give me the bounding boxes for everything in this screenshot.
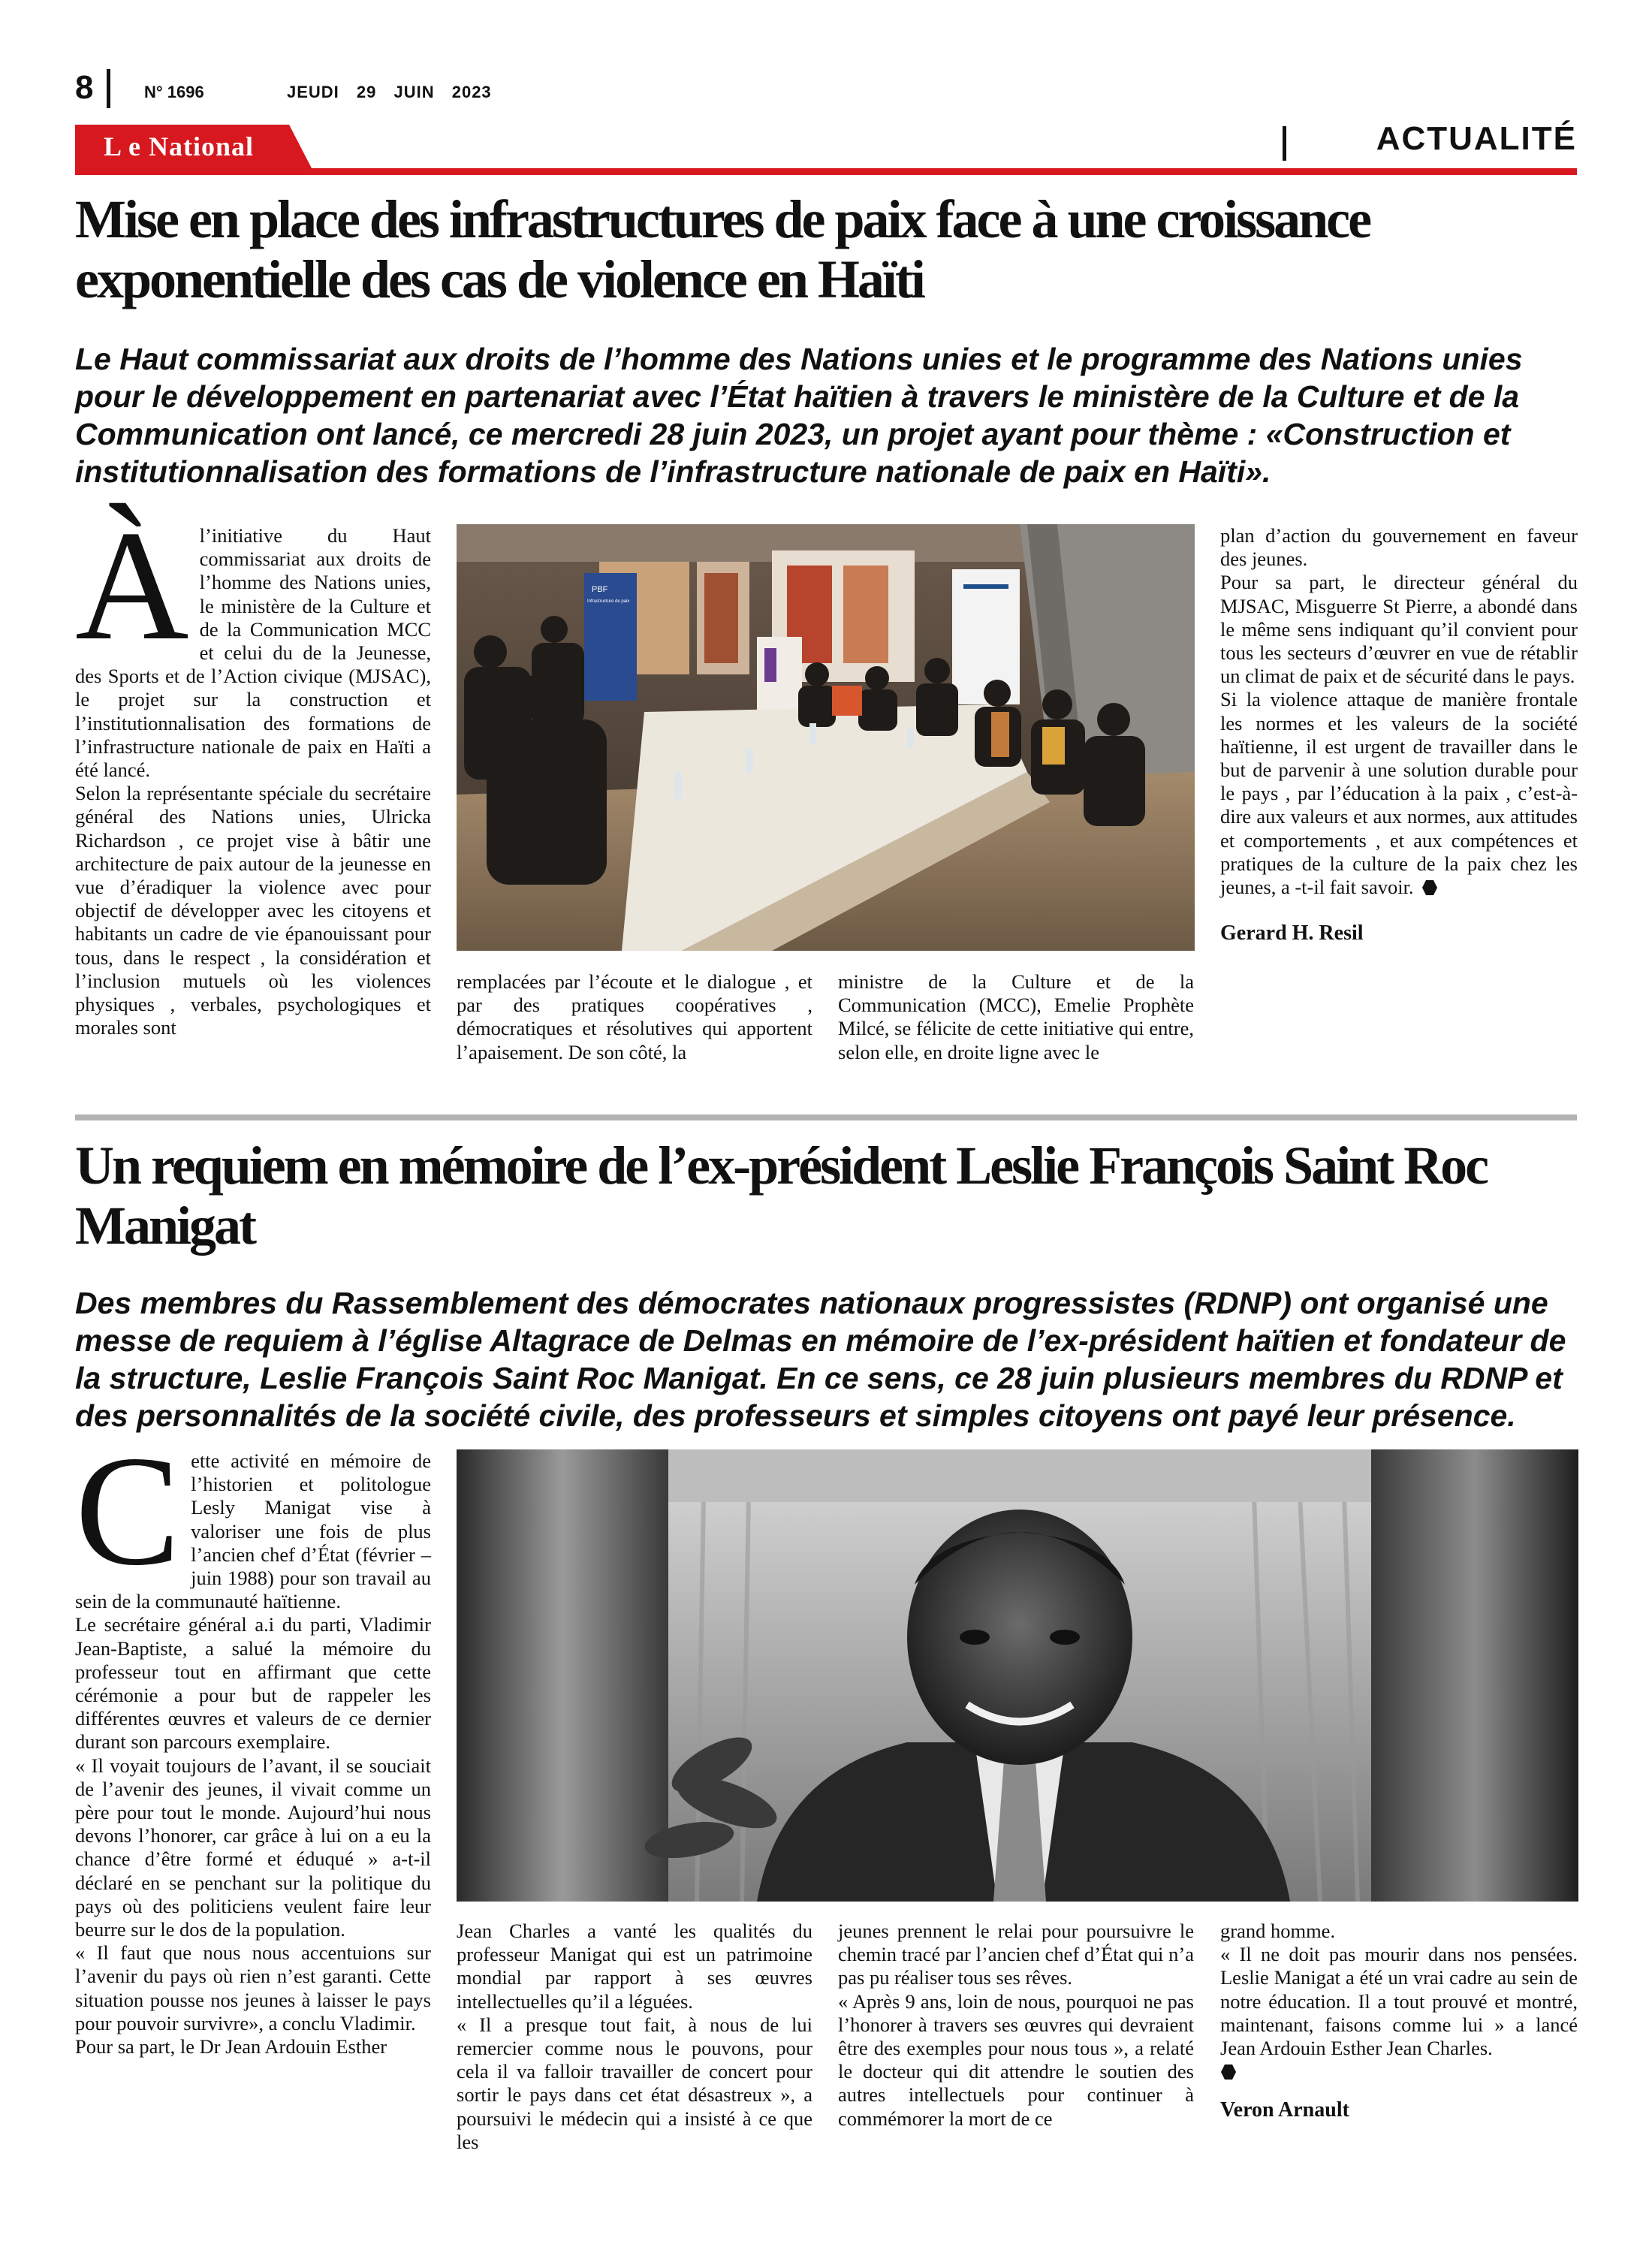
meeting-photo-illustration — [457, 524, 1195, 951]
end-of-article-icon — [1220, 2064, 1237, 2080]
article2-paragraph: Jean Charles a vanté les qualités du professeur Manigat qui est un patrimoine mondial par rapport à ses œuvres intellectuelles qu’il a léguées. — [457, 1920, 812, 2013]
article1-paragraph: plan d’action du gouvernement en faveur des jeunes. — [1220, 524, 1578, 571]
article2-column-1 — [75, 1424, 431, 2058]
banner-pbf-text: PBF — [592, 585, 608, 594]
article1-column-4 — [1220, 524, 1578, 945]
end-marker-line — [1220, 2060, 1578, 2083]
article2-column-4 — [1220, 1920, 1578, 2122]
article1-byline: Gerard H. Resil — [1220, 921, 1364, 946]
conference-room-photo — [457, 524, 1195, 951]
article2-lede: Des membres du Rassemblement des démocrates nationaux progressistes (RDNP) ont organisé une messe de requiem à l’église Altagrace de Delmas en mémoire de l’ex-président haïtien et fondateur de la structure, Leslie François Saint Roc Manigat. En ce sens, ce 28 juin plusieurs membres du RDNP et des personnalités de la société civile, des professeurs et simples citoyens ont payé leur présence. — [75, 1286, 1566, 1433]
portrait-illustration — [457, 1449, 1578, 1902]
article2-paragraph: Le secrétaire général a.i du parti, Vladimir Jean-Baptiste, a salué la mémoire du professeur tout en affirmant que cette cérémonie a pour but de rappeler les différentes œuvres et valeurs de ce dernier durant son parcours exemplaire. — [75, 1613, 431, 1754]
article1-paragraph: ministre de la Culture et de la Communication (MCC), Emelie Prophète Milcé, se félicite de cette initiative qui entre, selon elle, en droite ligne avec le — [838, 970, 1194, 1063]
newspaper-brand-tab — [75, 125, 312, 168]
article2-column-2 — [457, 1920, 812, 2154]
article1-closing-text: Si la violence attaque de manière frontale les normes et les valeurs de la société haïtienne, il est urgent de travailler dans le but de parvenir à une solution durable pour le pays , par l’éducation à la paix , c’est-à-dire aux valeurs et aux normes, aux attitudes et comportements , et aux compétences et pratiques de la culture de la paix chez les jeunes, a -t-il fait savoir. — [1220, 688, 1578, 899]
article2-paragraph: « Il faut que nous nous accentuions sur l’avenir du pays où rien n’est garanti. Cette situation pousse nos jeunes à laisser le pays pour pouvoir survivre», a conclu Vladimir. — [75, 1941, 431, 2034]
section-title: ACTUALITÉ — [1376, 120, 1577, 157]
article2-paragraph: « Après 9 ans, loin de nous, pourquoi ne pas l’honorer à travers ses œuvres qui devraient être des exemples pour nous tous », a relaté le docteur qui dit attendre le soutien des autres intellectuels pour continuer à commémorer la mort de ce — [838, 1989, 1194, 2130]
article1-headline: Mise en place des infrastructures de paix face à une croissance exponentielle des cas de violence en Haïti — [75, 189, 1370, 309]
article1-lede: Le Haut commissariat aux droits de l’homme des Nations unies et le programme des Nations unies pour le développement en partenariat avec l’État haïtien à travers le ministère de la Culture et de la Communication ont lancé, ce mercredi 28 juin 2023, un projet ayant pour thème : «Construction et institutionnalisation des formations de l’infrastructure nationale de paix en Haïti». — [75, 342, 1523, 489]
article1-column-1 — [75, 499, 431, 1039]
article1-column-3 — [838, 970, 1194, 1064]
section-divider — [1283, 126, 1286, 161]
article1-paragraph: Selon la représentante spéciale du secrétaire général des Nations unies, Ulricka Richardson , ce projet vise à bâtir une architecture de paix autour de la jeunesse en vue d’éradiquer la violence avec pour objectif de développer avec les citoyens et habitants un cadre de vie épanouissant pour tous, dans le respect , la considération et l’inclusion mutuels où les violences physiques , verbales, psychologiques et morales sont — [75, 782, 431, 1039]
article2-paragraph: Pour sa part, le Dr Jean Ardouin Esther — [75, 2035, 387, 2058]
newspaper-brand: L e National — [104, 131, 255, 161]
article2-dropcap: C — [75, 1424, 181, 1598]
article1-paragraph: l’initiative du Haut commissariat aux droits de l’homme des Nations unies, le ministère de la Culture et de la Communication MCC et celui du de la Jeunesse, des Sports et de l’Action civique (MJSAC), le projet sur la construction et l’institutionnalisation des formations de l’infrastructure nationale de paix en Haïti a été lancé. — [75, 524, 431, 782]
banner-subtitle-text: Infrastructure de paix — [587, 599, 630, 604]
article2-paragraph: « Il ne doit pas mourir dans nos pensées. Leslie Manigat a été un vrai cadre au sein de notre éducation. Il a tout prouvé et montré, maintenant, faisons comme lui » a lancé Jean Ardouin Esther Jean Charles. — [1220, 1943, 1578, 2060]
issue-date: JEUDI 29 JUIN 2023 — [287, 83, 492, 101]
article1-dropcap: À — [75, 499, 189, 673]
end-of-article-icon — [1421, 879, 1438, 896]
article2-paragraph: « Il a presque tout fait, à nous de lui remercier comme nous le pouvons, pour cela il va falloir travailler de concert pour sortir le pays dans cet état désastreux », a poursuivi le médecin qui a insisté à ce que les — [457, 2013, 812, 2153]
article2-paragraph: jeunes prennent le relai pour poursuivre le chemin tracé par l’ancien chef d’État qui n’a pas pu réaliser tous ses rêves. — [838, 1920, 1194, 1989]
page-number: 8 — [75, 69, 94, 106]
issue-number: N° 1696 — [144, 83, 204, 101]
article2-paragraph: grand homme. — [1220, 1920, 1336, 1942]
article2-paragraph: « Il voyait toujours de l’avant, il se souciait de l’avenir des jeunes, il vivait comme un père pour tout le monde. Aujourd’hui nous devons l’honorer, car grâce à lui on a eu la chance d’être formé et éduqué » a-t-il déclaré en se penchant sur la politique du pays où des politiciens veulent faire leur beurre sur le dos de la population. — [75, 1754, 431, 1941]
article-divider — [75, 1114, 1577, 1120]
article2-byline: Veron Arnault — [1220, 2098, 1349, 2122]
article1-column-2 — [457, 970, 812, 1064]
article1-paragraph: Pour sa part, le directeur général du MJSAC, Misguerre St Pierre, a abondé dans le même sens indiquant qu’il convient pour tous les secteurs d’œuvrer en vue de rétablir un climat de paix et de sécurité dans le pays. — [1220, 571, 1578, 688]
page-number-divider — [107, 69, 110, 108]
portrait-photo — [457, 1449, 1578, 1902]
article2-headline: Un requiem en mémoire de l’ex-président Leslie François Saint Roc Manigat — [75, 1136, 1488, 1256]
article1-paragraph: remplacées par l’écoute et le dialogue , et par des pratiques coopératives , démocratiques et résolutives qui apportent l’apaisement. De son côté, la — [457, 970, 812, 1063]
article2-paragraph: ette activité en mémoire de l’historien et politologue Lesly Manigat vise à valoriser une fois de plus l’ancien chef d’État (février – juin 1988) pour son travail au sein de la communauté haïtienne. — [75, 1449, 431, 1613]
article2-column-3 — [838, 1920, 1194, 2131]
article1-paragraph — [1220, 688, 1578, 899]
header-red-rule — [75, 168, 1577, 175]
